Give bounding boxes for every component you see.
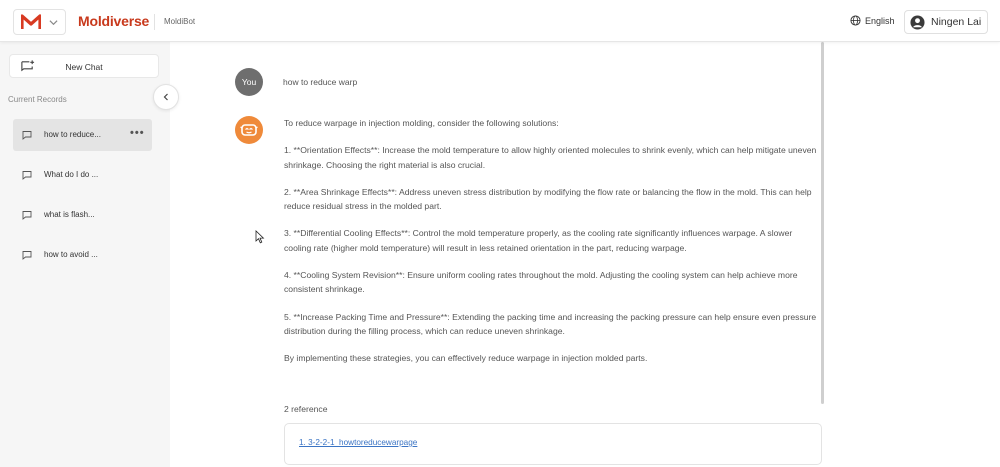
chat-panel [170,42,1000,467]
user-question: how to reduce warp [283,77,358,87]
user-name: Ningen Lai [931,16,982,28]
bot-answer [284,116,819,379]
chat-bubble-icon [22,130,32,140]
moldiverse-logo-icon [21,14,41,30]
record-item[interactable] [13,119,152,151]
app-switcher[interactable] [13,9,66,35]
language-label: English [865,15,895,26]
sidebar [0,42,170,467]
answer-paragraph: To reduce warpage in injection molding, consider the following solutions: [284,118,559,128]
record-item[interactable] [13,199,152,231]
header-divider [154,14,155,30]
top-header [0,0,1000,42]
more-options-icon[interactable]: ••• [130,127,145,139]
answer-paragraph: 3. **Differential Cooling Effects**: Control the mold temperature properly, as the cooling rate significantly influences warpage. A slower cooling rate (higher mold temperature) will result in less retained orientation in the part, reducing warpage. [284,228,793,253]
chevron-down-icon [49,18,58,27]
answer-paragraph: By implementing these strategies, you can effectively reduce warpage in injection molded parts. [284,353,648,364]
bot-avatar [235,116,263,144]
answer-paragraph: 1. **Orientation Effects**: Increase the mold temperature to allow highly oriented molecules to shrink evenly, which can help mitigate uneven shrinkage. Choosing the right material is also crucial. [284,145,817,170]
answer-paragraph: 4. **Cooling System Revision**: Ensure uniform cooling rates throughout the mold. Adjusting the cooling system can help achieve more consistent shrinkage. [284,270,798,295]
answer-paragraph: 2. **Area Shrinkage Effects**: Address uneven stress distribution by modifying the flow rate or balancing the flow in the mold. This can help reduce residual stress in the molded part. [284,186,812,212]
chevron-left-icon [162,93,170,101]
chat-scrollbar[interactable] [821,42,824,404]
chat-bubble-icon [22,250,32,260]
chat-bubble-icon [22,210,32,220]
record-label: what is flash... [44,210,95,219]
user-menu[interactable] [904,10,988,34]
chat-bubble-icon [22,170,32,180]
reference-link[interactable]: 1. 3-2-2-1_howtoreducewarpage [299,438,418,447]
reference-count: 2 reference [284,404,328,414]
user-avatar-icon [910,15,925,30]
record-label: how to avoid ... [44,250,98,259]
globe-icon [850,15,861,26]
robot-icon [240,122,258,138]
mouse-cursor-icon [255,230,265,244]
collapse-sidebar-button[interactable] [153,84,179,110]
current-records-heading: Current Records [8,95,67,104]
language-selector[interactable] [850,15,895,26]
reference-card [284,423,822,465]
record-item[interactable] [13,239,152,271]
brand-name: Moldiverse [78,13,150,29]
new-chat-label: New Chat [65,62,103,72]
new-chat-button[interactable] [9,54,159,78]
user-avatar: You [235,68,263,96]
record-label: What do I do ... [44,170,99,179]
product-name: MoldiBot [164,17,196,26]
record-item[interactable] [13,159,152,191]
record-label: how to reduce... [44,130,101,139]
answer-paragraph: 5. **Increase Packing Time and Pressure**: Extending the packing time and increasing the packing pressure can help ensure even pressure distribution during the filling process, which can reduce uneven shrinkage. [284,311,817,336]
